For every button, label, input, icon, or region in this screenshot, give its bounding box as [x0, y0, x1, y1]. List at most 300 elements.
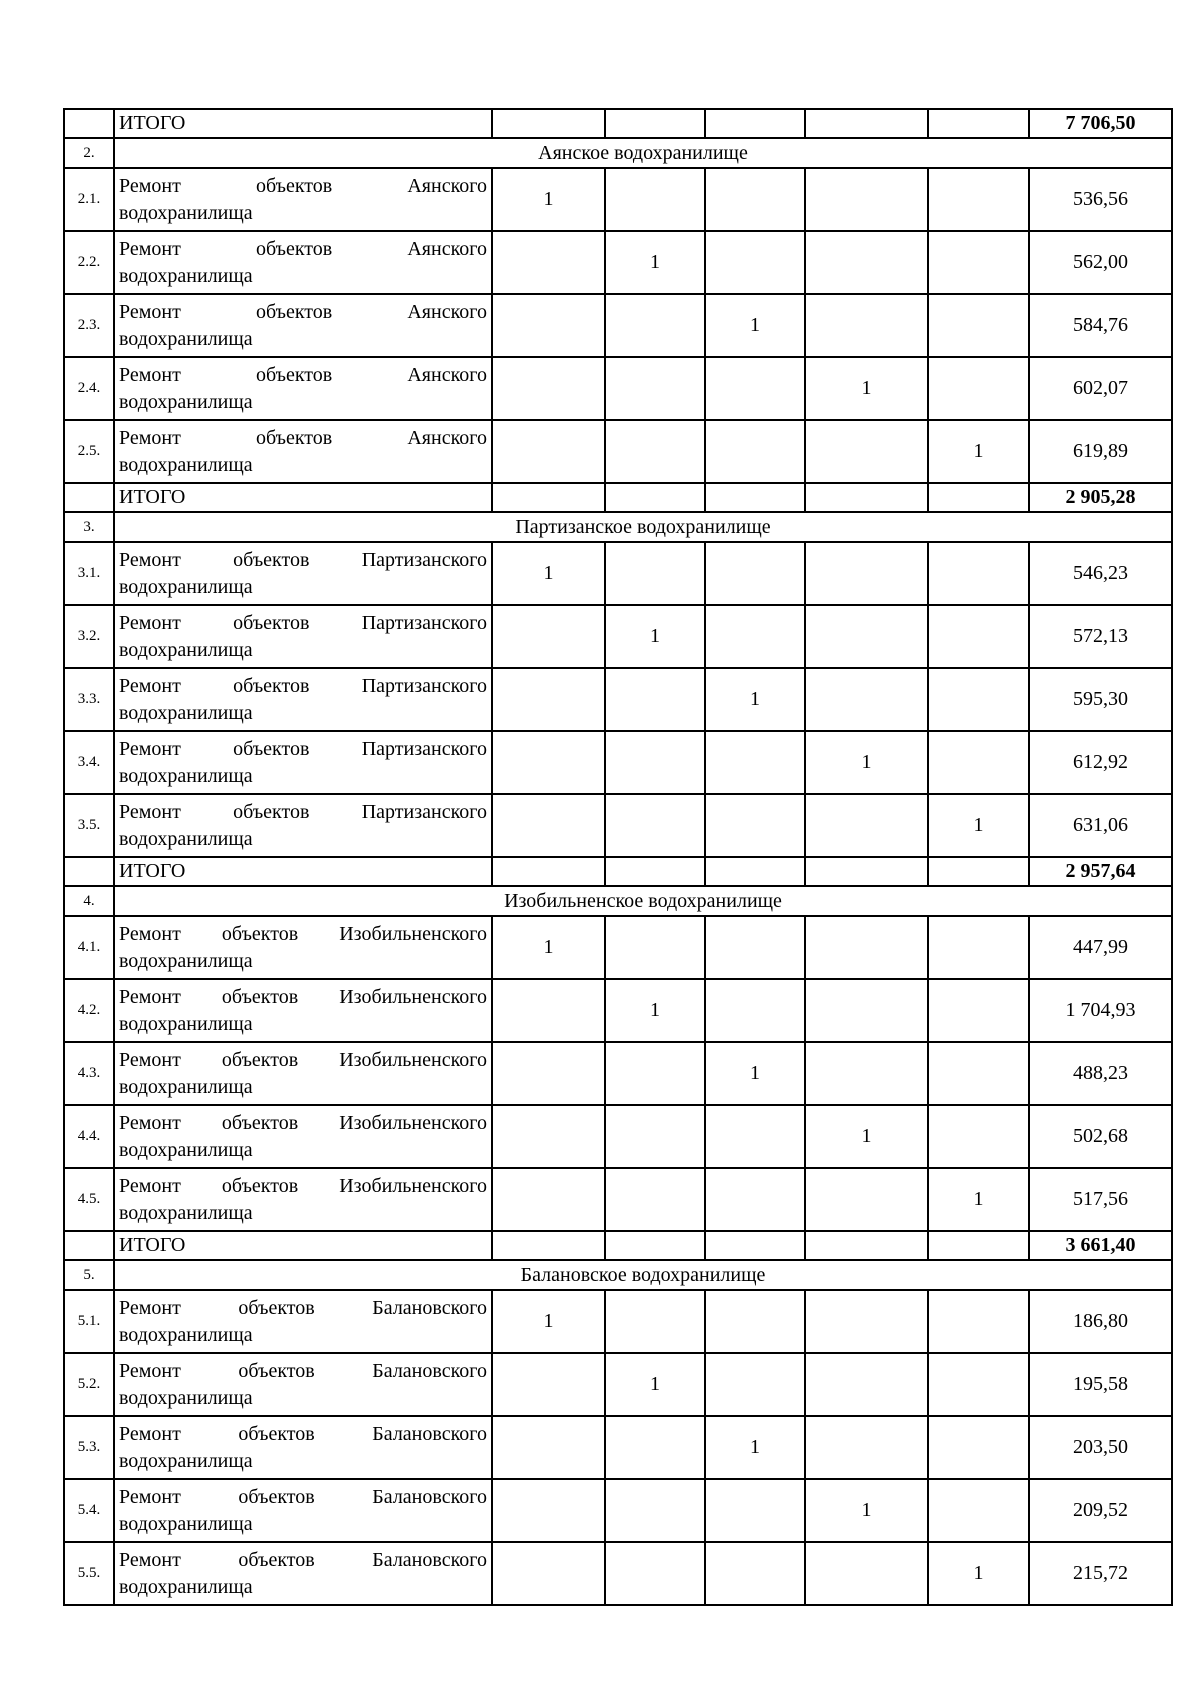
year-mark: 1 — [605, 979, 705, 1042]
total-label: ИТОГО — [114, 109, 492, 138]
empty-cell — [492, 1105, 605, 1168]
item-number: 3.4. — [64, 731, 114, 794]
description-word: Партизанского — [361, 800, 487, 823]
year-mark: 1 — [928, 794, 1029, 857]
empty-cell — [492, 357, 605, 420]
item-description — [114, 294, 492, 357]
empty-cell — [492, 109, 605, 138]
empty-cell — [64, 1231, 114, 1260]
item-amount: 602,07 — [1029, 357, 1172, 420]
description-line-2: водохранилища — [119, 1138, 253, 1161]
description-word: Аянского — [407, 237, 487, 260]
empty-cell — [705, 231, 805, 294]
item-description — [114, 542, 492, 605]
empty-cell — [928, 542, 1029, 605]
description-word: Ремонт — [119, 548, 181, 571]
empty-cell — [928, 294, 1029, 357]
item-amount: 562,00 — [1029, 231, 1172, 294]
empty-cell — [605, 109, 705, 138]
description-word: объектов — [238, 1296, 315, 1319]
item-amount: 186,80 — [1029, 1290, 1172, 1353]
item-description — [114, 731, 492, 794]
reservoir-repair-table — [63, 108, 1173, 1606]
description-word: объектов — [255, 174, 333, 197]
description-line-1 — [119, 425, 487, 452]
description-word: Ремонт — [119, 174, 181, 197]
description-word: Партизанского — [361, 737, 487, 760]
section-title: Партизанское водохранилище — [114, 512, 1172, 542]
table-row — [64, 420, 1172, 483]
description-line-2: водохранилища — [119, 453, 253, 476]
description-line-1 — [119, 1173, 487, 1200]
item-amount: 203,50 — [1029, 1416, 1172, 1479]
description-word: Аянского — [407, 426, 487, 449]
empty-cell — [492, 1231, 605, 1260]
description-line-2: водохранилища — [119, 1201, 253, 1224]
item-description — [114, 1353, 492, 1416]
empty-cell — [705, 109, 805, 138]
description-line-2: водохранилища — [119, 1512, 253, 1535]
table-row — [64, 357, 1172, 420]
empty-cell — [705, 542, 805, 605]
description-line-2: водохранилища — [119, 1075, 253, 1098]
total-row — [64, 109, 1172, 138]
section-number: 3. — [64, 512, 114, 542]
empty-cell — [705, 605, 805, 668]
item-description — [114, 1416, 492, 1479]
item-description — [114, 916, 492, 979]
description-line-2: водохранилища — [119, 327, 253, 350]
item-number: 5.2. — [64, 1353, 114, 1416]
item-number: 2.3. — [64, 294, 114, 357]
empty-cell — [605, 1479, 705, 1542]
empty-cell — [928, 668, 1029, 731]
table-row — [64, 1542, 1172, 1605]
description-line-1 — [119, 610, 487, 637]
empty-cell — [64, 857, 114, 886]
item-amount: 488,23 — [1029, 1042, 1172, 1105]
total-amount: 2 957,64 — [1029, 857, 1172, 886]
item-description — [114, 1290, 492, 1353]
description-word: Изобильненского — [339, 1048, 487, 1071]
empty-cell — [805, 1042, 928, 1105]
table-row — [64, 231, 1172, 294]
section-row — [64, 886, 1172, 916]
empty-cell — [492, 731, 605, 794]
description-word: Партизанского — [361, 611, 487, 634]
empty-cell — [492, 1168, 605, 1231]
year-mark: 1 — [805, 731, 928, 794]
description-line-1 — [119, 921, 487, 948]
empty-cell — [805, 542, 928, 605]
empty-cell — [805, 294, 928, 357]
total-row — [64, 857, 1172, 886]
empty-cell — [805, 794, 928, 857]
empty-cell — [805, 1231, 928, 1260]
description-word: Балановского — [372, 1485, 487, 1508]
empty-cell — [928, 168, 1029, 231]
table-row — [64, 731, 1172, 794]
year-mark: 1 — [605, 605, 705, 668]
description-word: объектов — [238, 1548, 315, 1571]
section-row — [64, 1260, 1172, 1290]
item-description — [114, 420, 492, 483]
section-number: 4. — [64, 886, 114, 916]
description-line-1 — [119, 799, 487, 826]
empty-cell — [805, 420, 928, 483]
empty-cell — [605, 1042, 705, 1105]
description-line-1 — [119, 1421, 487, 1448]
item-number: 4.2. — [64, 979, 114, 1042]
empty-cell — [928, 231, 1029, 294]
empty-cell — [605, 357, 705, 420]
description-line-1 — [119, 1484, 487, 1511]
section-row — [64, 138, 1172, 168]
empty-cell — [928, 1042, 1029, 1105]
description-word: Партизанского — [361, 674, 487, 697]
description-word: Балановского — [372, 1422, 487, 1445]
empty-cell — [928, 483, 1029, 512]
description-line-2: водохранилища — [119, 390, 253, 413]
empty-cell — [492, 605, 605, 668]
item-number: 5.4. — [64, 1479, 114, 1542]
description-word: объектов — [221, 1111, 299, 1134]
description-word: Балановского — [372, 1359, 487, 1382]
year-mark: 1 — [928, 420, 1029, 483]
description-line-2: водохранилища — [119, 764, 253, 787]
year-mark: 1 — [705, 1042, 805, 1105]
item-number: 2.4. — [64, 357, 114, 420]
empty-cell — [705, 168, 805, 231]
item-description — [114, 668, 492, 731]
table-row — [64, 916, 1172, 979]
empty-cell — [805, 1542, 928, 1605]
empty-cell — [805, 1416, 928, 1479]
empty-cell — [705, 1479, 805, 1542]
empty-cell — [705, 1353, 805, 1416]
description-word: Балановского — [372, 1548, 487, 1571]
description-word: Ремонт — [119, 1359, 181, 1382]
year-mark: 1 — [928, 1542, 1029, 1605]
empty-cell — [705, 979, 805, 1042]
year-mark: 1 — [805, 1479, 928, 1542]
description-line-2: водохранилища — [119, 949, 253, 972]
table-row — [64, 668, 1172, 731]
empty-cell — [705, 1290, 805, 1353]
item-amount: 536,56 — [1029, 168, 1172, 231]
item-description — [114, 605, 492, 668]
section-title: Изобильненское водохранилище — [114, 886, 1172, 916]
table-row — [64, 294, 1172, 357]
item-description — [114, 1542, 492, 1605]
empty-cell — [928, 857, 1029, 886]
section-row — [64, 512, 1172, 542]
table-row — [64, 605, 1172, 668]
total-amount: 2 905,28 — [1029, 483, 1172, 512]
description-word: объектов — [233, 611, 310, 634]
description-word: объектов — [255, 363, 333, 386]
year-mark: 1 — [492, 1290, 605, 1353]
table-row — [64, 1168, 1172, 1231]
description-word: Ремонт — [119, 1048, 181, 1071]
empty-cell — [928, 916, 1029, 979]
description-word: Ремонт — [119, 1422, 181, 1445]
empty-cell — [705, 916, 805, 979]
empty-cell — [605, 916, 705, 979]
empty-cell — [64, 109, 114, 138]
empty-cell — [492, 483, 605, 512]
item-amount: 546,23 — [1029, 542, 1172, 605]
empty-cell — [805, 1290, 928, 1353]
description-word: Ремонт — [119, 300, 181, 323]
year-mark: 1 — [492, 168, 605, 231]
description-word: объектов — [221, 985, 299, 1008]
description-word: объектов — [233, 737, 310, 760]
empty-cell — [605, 168, 705, 231]
table-row — [64, 794, 1172, 857]
item-number: 5.1. — [64, 1290, 114, 1353]
description-word: Ремонт — [119, 800, 181, 823]
item-description — [114, 1168, 492, 1231]
empty-cell — [805, 916, 928, 979]
empty-cell — [805, 109, 928, 138]
empty-cell — [928, 1290, 1029, 1353]
item-amount: 215,72 — [1029, 1542, 1172, 1605]
empty-cell — [928, 979, 1029, 1042]
description-word: Изобильненского — [339, 1111, 487, 1134]
empty-cell — [928, 1416, 1029, 1479]
empty-cell — [605, 1290, 705, 1353]
description-word: Ремонт — [119, 922, 181, 945]
description-line-2: водохранилища — [119, 1012, 253, 1035]
description-word: Аянского — [407, 363, 487, 386]
empty-cell — [605, 1168, 705, 1231]
table-row — [64, 1416, 1172, 1479]
description-line-2: водохранилища — [119, 827, 253, 850]
description-line-1 — [119, 173, 487, 200]
empty-cell — [492, 668, 605, 731]
table-body — [64, 109, 1172, 1605]
empty-cell — [605, 794, 705, 857]
description-word: Аянского — [407, 174, 487, 197]
year-mark: 1 — [605, 231, 705, 294]
empty-cell — [705, 1231, 805, 1260]
item-number: 3.5. — [64, 794, 114, 857]
description-word: Ремонт — [119, 674, 181, 697]
item-amount: 195,58 — [1029, 1353, 1172, 1416]
empty-cell — [492, 294, 605, 357]
empty-cell — [605, 1231, 705, 1260]
empty-cell — [492, 1416, 605, 1479]
description-word: объектов — [255, 237, 333, 260]
description-line-2: водохранилища — [119, 1449, 253, 1472]
empty-cell — [805, 483, 928, 512]
total-row — [64, 1231, 1172, 1260]
year-mark: 1 — [805, 357, 928, 420]
empty-cell — [492, 1479, 605, 1542]
description-line-2: водохранилища — [119, 1575, 253, 1598]
description-line-1 — [119, 1295, 487, 1322]
item-amount: 209,52 — [1029, 1479, 1172, 1542]
description-word: Ремонт — [119, 363, 181, 386]
description-line-1 — [119, 984, 487, 1011]
description-word: Ремонт — [119, 237, 181, 260]
empty-cell — [492, 857, 605, 886]
total-label: ИТОГО — [114, 483, 492, 512]
empty-cell — [605, 420, 705, 483]
year-mark: 1 — [705, 1416, 805, 1479]
description-word: Изобильненского — [339, 985, 487, 1008]
description-word: объектов — [238, 1485, 315, 1508]
description-word: Ремонт — [119, 985, 181, 1008]
empty-cell — [705, 1105, 805, 1168]
empty-cell — [705, 420, 805, 483]
item-amount: 619,89 — [1029, 420, 1172, 483]
description-word: объектов — [221, 1048, 299, 1071]
empty-cell — [605, 668, 705, 731]
empty-cell — [492, 420, 605, 483]
empty-cell — [928, 1105, 1029, 1168]
item-amount: 612,92 — [1029, 731, 1172, 794]
item-amount: 631,06 — [1029, 794, 1172, 857]
table-row — [64, 1479, 1172, 1542]
item-number: 5.3. — [64, 1416, 114, 1479]
empty-cell — [928, 1231, 1029, 1260]
item-description — [114, 357, 492, 420]
description-line-2: водохранилища — [119, 638, 253, 661]
empty-cell — [605, 857, 705, 886]
description-line-1 — [119, 1047, 487, 1074]
section-number: 2. — [64, 138, 114, 168]
year-mark: 1 — [605, 1353, 705, 1416]
item-amount: 595,30 — [1029, 668, 1172, 731]
item-number: 3.1. — [64, 542, 114, 605]
item-number: 4.5. — [64, 1168, 114, 1231]
year-mark: 1 — [705, 668, 805, 731]
empty-cell — [805, 979, 928, 1042]
description-line-2: водохранилища — [119, 701, 253, 724]
description-line-2: водохранилища — [119, 264, 253, 287]
section-title: Балановское водохранилище — [114, 1260, 1172, 1290]
description-word: объектов — [221, 922, 299, 945]
item-description — [114, 1105, 492, 1168]
empty-cell — [805, 857, 928, 886]
empty-cell — [605, 731, 705, 794]
description-word: объектов — [221, 1174, 299, 1197]
table-row — [64, 1290, 1172, 1353]
empty-cell — [64, 483, 114, 512]
empty-cell — [605, 483, 705, 512]
description-word: объектов — [238, 1359, 315, 1382]
description-word: Балановского — [372, 1296, 487, 1319]
empty-cell — [605, 294, 705, 357]
year-mark: 1 — [492, 542, 605, 605]
description-line-2: водохранилища — [119, 1386, 253, 1409]
description-word: объектов — [233, 800, 310, 823]
description-line-1 — [119, 673, 487, 700]
year-mark: 1 — [928, 1168, 1029, 1231]
description-word: Ремонт — [119, 737, 181, 760]
item-description — [114, 231, 492, 294]
description-word: объектов — [238, 1422, 315, 1445]
empty-cell — [492, 1353, 605, 1416]
item-description — [114, 1042, 492, 1105]
empty-cell — [928, 1353, 1029, 1416]
item-number: 2.1. — [64, 168, 114, 231]
item-amount: 447,99 — [1029, 916, 1172, 979]
description-word: Ремонт — [119, 611, 181, 634]
description-line-1 — [119, 1547, 487, 1574]
description-word: Ремонт — [119, 1174, 181, 1197]
item-amount: 572,13 — [1029, 605, 1172, 668]
description-line-1 — [119, 236, 487, 263]
table-row — [64, 168, 1172, 231]
table-row — [64, 1105, 1172, 1168]
empty-cell — [805, 231, 928, 294]
empty-cell — [705, 1542, 805, 1605]
item-amount: 517,56 — [1029, 1168, 1172, 1231]
description-word: Ремонт — [119, 1111, 181, 1134]
description-line-1 — [119, 1110, 487, 1137]
description-word: Ремонт — [119, 1296, 181, 1319]
description-word: Партизанского — [361, 548, 487, 571]
description-word: Ремонт — [119, 426, 181, 449]
item-description — [114, 168, 492, 231]
section-number: 5. — [64, 1260, 114, 1290]
description-line-1 — [119, 736, 487, 763]
empty-cell — [805, 605, 928, 668]
item-description — [114, 1479, 492, 1542]
empty-cell — [705, 731, 805, 794]
empty-cell — [805, 668, 928, 731]
empty-cell — [928, 1479, 1029, 1542]
table-row — [64, 1042, 1172, 1105]
item-number: 5.5. — [64, 1542, 114, 1605]
description-line-1 — [119, 362, 487, 389]
description-line-2: водохранилища — [119, 1323, 253, 1346]
item-amount: 584,76 — [1029, 294, 1172, 357]
year-mark: 1 — [492, 916, 605, 979]
year-mark: 1 — [805, 1105, 928, 1168]
description-word: Изобильненского — [339, 922, 487, 945]
empty-cell — [492, 1542, 605, 1605]
description-line-2: водохранилища — [119, 201, 253, 224]
table-row — [64, 1353, 1172, 1416]
empty-cell — [928, 357, 1029, 420]
total-amount: 3 661,40 — [1029, 1231, 1172, 1260]
empty-cell — [605, 542, 705, 605]
item-number: 2.5. — [64, 420, 114, 483]
description-word: Ремонт — [119, 1548, 181, 1571]
empty-cell — [605, 1416, 705, 1479]
empty-cell — [605, 1105, 705, 1168]
description-line-2: водохранилища — [119, 575, 253, 598]
item-number: 2.2. — [64, 231, 114, 294]
description-line-1 — [119, 547, 487, 574]
item-number: 4.4. — [64, 1105, 114, 1168]
total-row — [64, 483, 1172, 512]
item-number: 4.3. — [64, 1042, 114, 1105]
empty-cell — [805, 1168, 928, 1231]
empty-cell — [492, 1042, 605, 1105]
table-row — [64, 979, 1172, 1042]
description-word: Ремонт — [119, 1485, 181, 1508]
item-amount: 502,68 — [1029, 1105, 1172, 1168]
empty-cell — [805, 168, 928, 231]
total-label: ИТОГО — [114, 857, 492, 886]
empty-cell — [492, 794, 605, 857]
description-word: Аянского — [407, 300, 487, 323]
